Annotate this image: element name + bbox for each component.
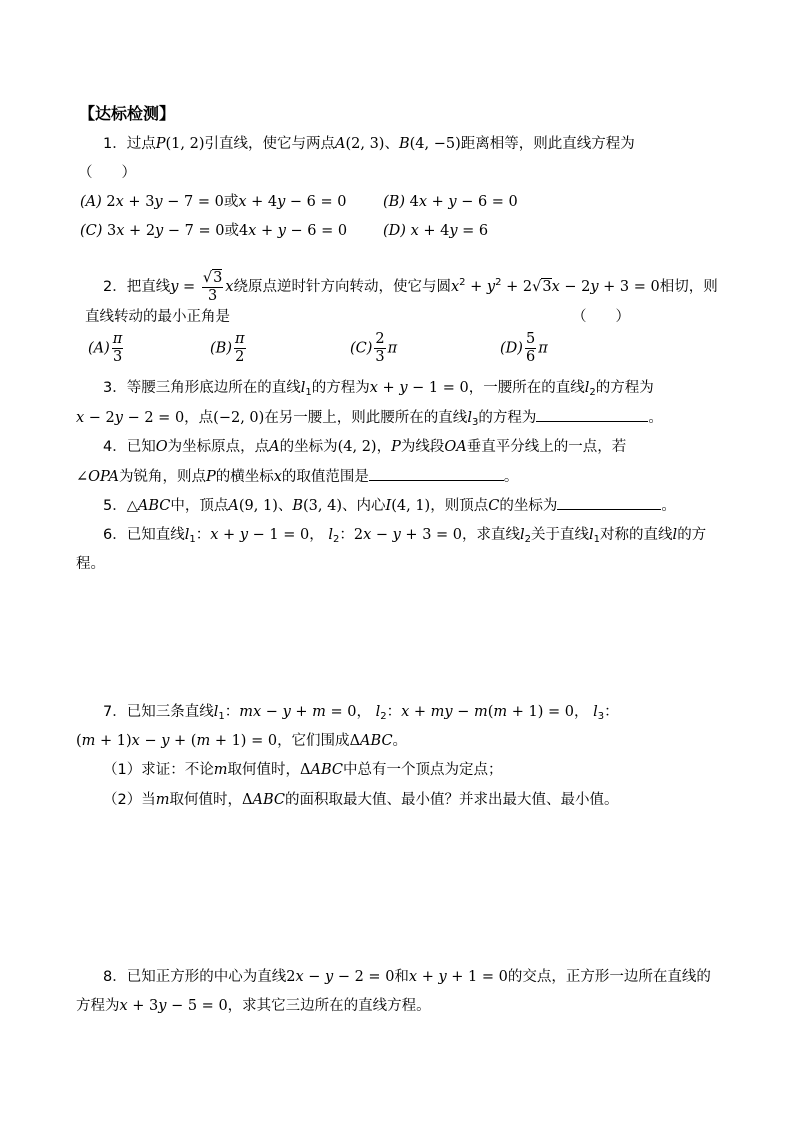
question-1-option-b: (B) 4x + y − 6 = 0 [383,194,518,210]
question-1-option-a: (A) 2x + 3y − 7 = 0或x + 4y − 6 = 0 [80,194,347,210]
question-6-line-2: 程。 [76,556,105,572]
question-2-option-a: (A) $\frac{\pi}{3}$ [88,331,123,365]
section-heading: 【达标检测】 [79,104,176,123]
question-4-line-1: 4．已知O为坐标原点，点A的坐标为(4, 2)，P为线段OA垂直平分线上的一点，若 [103,439,627,455]
question-3-line-2: x − 2y − 2 = 0，点(−2, 0)在另一腰上，则此腰所在的直线$l_3$的方程为 。 [76,407,663,433]
question-6-line-1: 6．已知直线$l_1$：x + y − 1 = 0， $l_2$：2x − y + 3 = 0，求直线$l_2$关于直线$l_1$对称的直线l的方 [103,527,707,545]
answer-blank[interactable] [369,466,504,481]
question-1-paren: （ ） [78,165,136,181]
question-1-option-c: (C) 3x + 2y − 7 = 0或4x + y − 6 = 0 [80,223,348,239]
question-7-part-1: （1）求证：不论m取何值时，ΔABC中总有一个顶点为定点； [103,762,503,778]
question-2-line-1: 2．把直线y = $\frac{√3}{3}$ x绕原点逆时针方向转动，使它与圆$x^2 + y^2 + 2√3x - 2y + 3 = 0$相切，则 [103,269,718,304]
answer-blank[interactable] [557,495,661,510]
question-5-line-1: 5．△ABC中，顶点A(9, 1)、B(3, 4)、内心I(4, 1)，则顶点C的坐标为 。 [103,495,676,516]
question-8-line-2: 方程为x + 3y − 5 = 0，求其它三边所在的直线方程。 [76,998,431,1014]
question-2-option-b: (B) $\frac{\pi}{2}$ [210,331,245,365]
question-7-line-1: 7．已知三条直线$l_1$：mx − y + m = 0， $l_2$：x + my − m(m + 1) = 0， $l_3$： [103,704,619,722]
question-1-option-d: (D) x + 4y = 6 [383,223,489,239]
question-1-line-1: 1．过点P(1, 2)引直线，使它与两点A(2, 3)、B(4, −5)距离相等，则此直线方程为 [103,136,635,152]
question-8-line-1: 8．已知正方形的中心为直线2x − y − 2 = 0和x + y + 1 = 0的交点，正方形一边所在直线的 [103,969,711,985]
question-2-option-c: (C) $\frac{2}{3}$ π [350,331,398,365]
answer-blank[interactable] [536,407,648,422]
question-2-line-2: 直线转动的最小正角是 [85,309,230,325]
question-3-line-1: 3．等腰三角形底边所在的直线$l_1$的方程为x + y − 1 = 0，一腰所在的直线$l_2$的方程为 [103,380,654,398]
question-2-option-d: (D) $\frac{5}{6}$ π [500,331,548,365]
question-7-line-2: (m + 1)x − y + (m + 1) = 0，它们围成ΔABC。 [76,733,408,749]
question-7-part-2: （2）当m取何值时，ΔABC的面积取最大值、最小值？并求出最大值、最小值。 [103,792,619,808]
question-4-line-2: ∠OPA为锐角，则点P的横坐标x的取值范围是 。 [76,466,518,487]
question-2-paren: （ ） [572,309,630,325]
